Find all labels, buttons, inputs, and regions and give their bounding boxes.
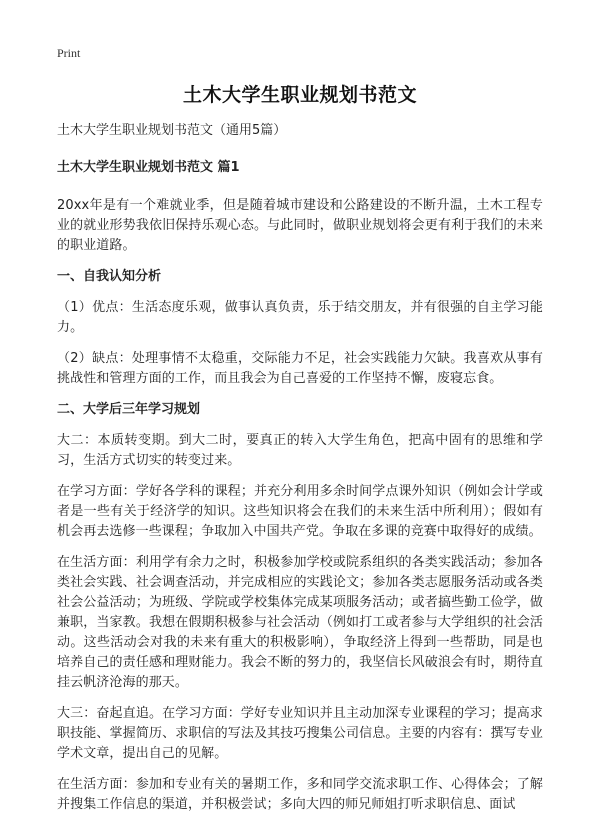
section-heading-self-analysis: 一、自我认知分析 — [57, 269, 162, 284]
intro-paragraph: 20xx年是有一个难就业季，但是随着城市建设和公路建设的不断升温，土木工程专业的就业形势我依旧保持乐观心态。与此同时，做职业规划将会更有利于我们的未来的职业道路。 — [57, 198, 543, 253]
document-body — [57, 70, 543, 826]
paragraph: 大二：本质转变期。到大二时，要真正的转入大学生角色，把高中固有的思维和学习，生活方式切实的转变过来。 — [57, 433, 543, 468]
paragraph: （2）缺点：处理事情不太稳重，交际能力不足，社会实践能力欠缺。我喜欢从事有挑战性和管理方面的工作，而且我会为自己喜爱的工作坚持不懈，废寝忘食。 — [57, 351, 543, 386]
paragraph: 在生活方面：利用学有余力之时，积极参加学校或院系组织的各类实践活动；参加各类社会实践、社会调查活动，并完成相应的实践论文；参加各类志愿服务活动或各类社会公益活动；为班级、学院或学校集体完成某项服务活动；或者搞些勤工俭学，做兼职，当家教。我想在假期积极参与社会活动（例如打工或者参与大学组织的社会活动。这些活动会对我的未来有重大的积极影响），争取经济上得到一些帮助，同是也培养自己的责任感和理财能力。我会不断的努力的，我坚信长风破浪会有时，期待直挂云帆济沧海的那天。 — [57, 555, 543, 690]
page-title: 土木大学生职业规划书范文 — [182, 84, 417, 106]
document-subtitle: 土木大学生职业规划书范文（通用5篇） — [57, 123, 287, 138]
paragraph: 大三：奋起直追。在学习方面：学好专业知识并且主动加深专业课程的学习；提高求职技能、掌握简历、求职信的写法及其技巧搜集公司信息。主要的内容有：撰写专业学术文章，提出自己的见解。 — [57, 706, 543, 761]
paragraph: 在学习方面：学好各学科的课程；并充分利用多余时间学点课外知识（例如会计学或者是一些有关于经济学的知识。这些知识将会在我们的未来生活中所利用）；假如有机会再去选修一些课程；争取加入中国共产党。争取在多课的竞赛中取得好的成绩。 — [57, 484, 543, 539]
section-heading-study-plan: 二、大学后三年学习规划 — [57, 402, 201, 417]
paragraph: 在生活方面：参加和专业有关的暑期工作，多和同学交流求职工作、心得体会；了解并搜集工作信息的渠道，并积极尝试；多向大四的师兄师姐打听求职信息、面试 — [57, 777, 543, 812]
article-heading: 土木大学生职业规划书范文 篇1 — [57, 160, 240, 175]
print-link[interactable]: Print — [57, 46, 81, 60]
paragraph: （1）优点：生活态度乐观，做事认真负责，乐于结交朋友，并有很强的自主学习能力。 — [57, 300, 543, 335]
